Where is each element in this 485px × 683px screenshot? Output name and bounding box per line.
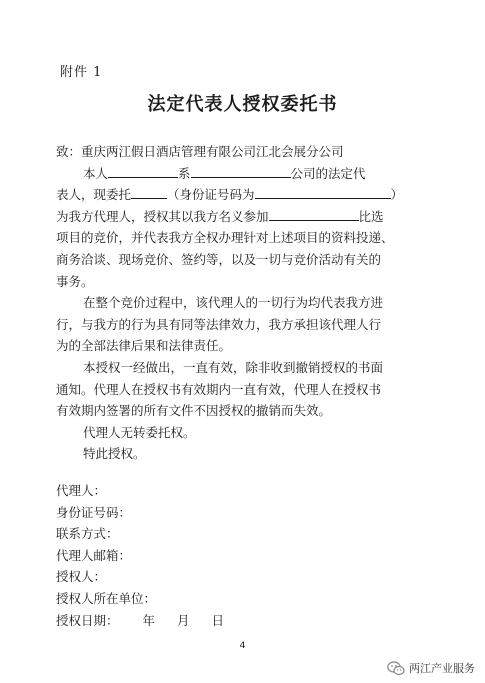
- watermark-text: 两江产业服务: [409, 662, 475, 675]
- body-line: [56, 163, 428, 185]
- body-text: 本人: [83, 165, 109, 181]
- body-line: 为的全部法律后果和法律责任。: [56, 338, 232, 354]
- body-text: 为我方代理人，授权其以我方名义参加: [56, 208, 269, 224]
- body-line: 代理人无转委托权。: [83, 424, 196, 440]
- annex-label: 附件 1: [60, 65, 103, 80]
- wechat-icon: [387, 661, 405, 676]
- body-line: 项目的竞价，并代表我方全权办理针对上述项目的资料投递、: [56, 230, 394, 246]
- body-text: ）: [390, 187, 404, 203]
- name-blank: [108, 164, 178, 178]
- document-body: [56, 141, 428, 465]
- year-label: 年: [142, 612, 156, 628]
- body-line: 在整个竞价过程中，该代理人的一切行为均代表我方进: [83, 295, 384, 311]
- body-text: 比选: [358, 208, 384, 224]
- body-text: 系: [178, 165, 191, 181]
- addressee-line: 致：重庆两江假日酒店管理有限公司江北会展分公司: [56, 144, 344, 159]
- watermark: [387, 660, 475, 676]
- agent-label: 代理人：: [56, 483, 107, 498]
- page-number: 4: [239, 641, 246, 651]
- body-line: 有效期内签署的所有文件不因授权的撤销而失效。: [56, 403, 332, 419]
- body-text: （身份证号码为: [167, 187, 255, 203]
- title-blank: [191, 164, 291, 178]
- agent-name-blank: [131, 185, 167, 199]
- day-label: 日: [211, 612, 225, 628]
- id-number-blank: [255, 185, 391, 199]
- body-text: 公司的法定代: [290, 165, 366, 181]
- body-line: 行，与我方的行为具有同等法律效力，我方承担该代理人行: [56, 316, 382, 332]
- body-line: 事务。: [56, 273, 94, 289]
- body-line: [56, 184, 428, 206]
- body-line: 通知。代理人在授权书有效期内一直有效，代理人在授权书: [56, 381, 382, 397]
- grantor-unit-label: 授权人所在单位：: [56, 590, 157, 606]
- document-title: 法定代表人授权委托书: [147, 94, 338, 115]
- id-number-label: 身份证号码：: [56, 504, 132, 520]
- body-text: 表人，现委托: [56, 187, 132, 203]
- date-label: 授权日期：: [56, 612, 119, 628]
- agent-email-label: 代理人邮箱：: [56, 547, 132, 563]
- grantor-label: 授权人：: [56, 569, 107, 585]
- project-blank: [269, 207, 359, 221]
- body-line: 特此授权。: [83, 446, 146, 462]
- month-label: 月: [177, 612, 190, 628]
- contact-label: 联系方式：: [56, 526, 119, 542]
- body-line: [56, 206, 428, 228]
- body-line: 商务洽谈、现场竞价、签约等，以及一切与竞价活动有关的: [56, 251, 382, 267]
- signature-block: [56, 480, 224, 631]
- date-row: [56, 610, 224, 632]
- body-line: 本授权一经做出，一直有效，除非收到撤销授权的书面: [83, 359, 384, 375]
